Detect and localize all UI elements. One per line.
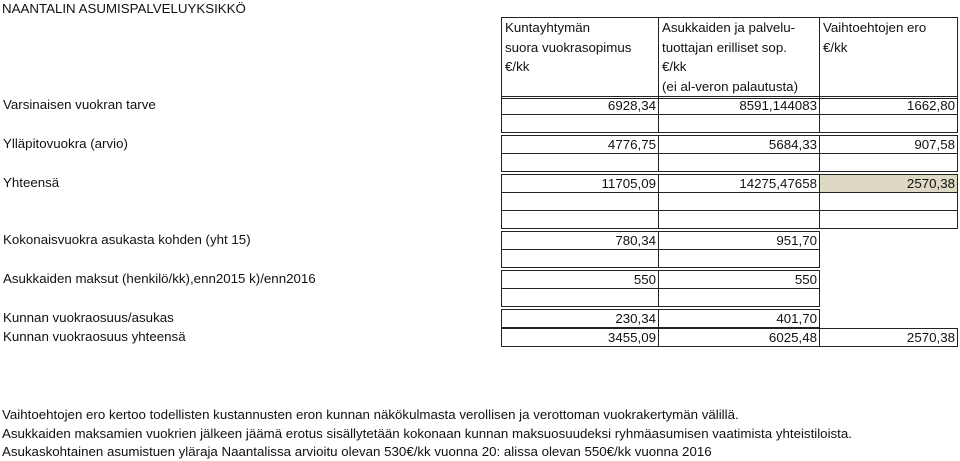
cell-empty xyxy=(819,210,958,229)
cell-empty xyxy=(658,210,820,229)
cell-value: 907,58 xyxy=(819,135,958,154)
header-line: suora vuokrasopimus xyxy=(505,39,632,55)
cell-empty xyxy=(501,114,659,133)
cell-value: 5684,33 xyxy=(658,135,820,154)
cell-empty xyxy=(501,153,659,172)
cell-value: 1662,80 xyxy=(819,96,958,115)
header-line: Vaihtoehtojen ero xyxy=(823,20,927,35)
cell-empty xyxy=(658,249,820,268)
cell-value: 550 xyxy=(658,270,820,289)
header-line: tuottajan erilliset sop. xyxy=(662,39,787,55)
header-line: Asukkaiden ja palvelu- xyxy=(662,20,796,35)
cell-empty xyxy=(819,192,958,211)
cell-empty xyxy=(501,288,659,307)
cell-value: 951,70 xyxy=(658,231,820,250)
cell-value: 14275,47658 xyxy=(658,174,820,193)
page-title: NAANTALIN ASUMISPALVELUYKSIKKÖ xyxy=(2,1,246,16)
cell-value-highlight: 2570,38 xyxy=(819,174,958,193)
cell-value: 3455,09 xyxy=(501,328,659,347)
cell-value: 780,34 xyxy=(501,231,659,250)
cell-value: 4776,75 xyxy=(501,135,659,154)
header-line: €/kk xyxy=(662,59,687,74)
header-kuntayhtyma xyxy=(501,17,659,99)
cell-value: 550 xyxy=(501,270,659,289)
footer-note: Asukkaiden maksamien vuokrien jälkeen jäämä erotus sisällytetään kokonaan kunnan maksuosuudeksi ryhmäasumisen vaatimista yhteistiloista. xyxy=(2,426,852,441)
cell-empty xyxy=(658,153,820,172)
header-erilliset-sopimukset xyxy=(658,17,820,99)
header-line: (ei al-veron palautusta) xyxy=(662,78,798,94)
cell-empty xyxy=(819,153,958,172)
cell-value: 2570,38 xyxy=(819,328,958,347)
cell-empty xyxy=(658,192,820,211)
comparison-table xyxy=(501,17,958,347)
header-line: €/kk xyxy=(505,59,530,74)
row-label-vuokran-tarve: Varsinaisen vuokran tarve xyxy=(3,97,156,112)
cell-empty xyxy=(501,192,659,211)
row-label-yllapitovuokra: Ylläpitovuokra (arvio) xyxy=(3,136,128,151)
row-label-vuokraosuus-asukas: Kunnan vuokraosuus/asukas xyxy=(3,310,174,325)
cell-value: 401,70 xyxy=(658,309,820,328)
cell-empty xyxy=(501,210,659,229)
footer-note: Asukaskohtainen asumistuen yläraja Naantalissa arvioitu olevan 530€/kk vuonna 20: alissa olevan 550€/kk vuonna 2016 xyxy=(2,444,712,459)
header-line: Kuntayhtymän xyxy=(505,20,591,35)
cell-empty xyxy=(501,249,659,268)
cell-empty xyxy=(819,114,958,133)
row-label-kokonaisvuokra: Kokonaisvuokra asukasta kohden (yht 15) xyxy=(3,232,251,247)
cell-value: 11705,09 xyxy=(501,174,659,193)
cell-value: 8591,144083 xyxy=(658,96,820,115)
cell-value: 6928,34 xyxy=(501,96,659,115)
cell-empty xyxy=(658,288,820,307)
cell-value: 230,34 xyxy=(501,309,659,328)
header-vaihtoehtojen-ero xyxy=(819,17,958,99)
row-label-vuokraosuus-yhteensa: Kunnan vuokraosuus yhteensä xyxy=(3,329,186,344)
row-label-asukkaiden-maksut: Asukkaiden maksut (henkilö/kk),enn2015 k)/enn2016 xyxy=(3,271,316,286)
cell-empty xyxy=(658,114,820,133)
footer-note: Vaihtoehtojen ero kertoo todellisten kustannusten eron kunnan näkökulmasta verollisen ja verottoman vuokrakertymän välillä. xyxy=(2,407,739,422)
cell-value: 6025,48 xyxy=(658,328,820,347)
header-line: €/kk xyxy=(823,39,848,55)
row-label-yhteensa: Yhteensä xyxy=(3,175,60,190)
